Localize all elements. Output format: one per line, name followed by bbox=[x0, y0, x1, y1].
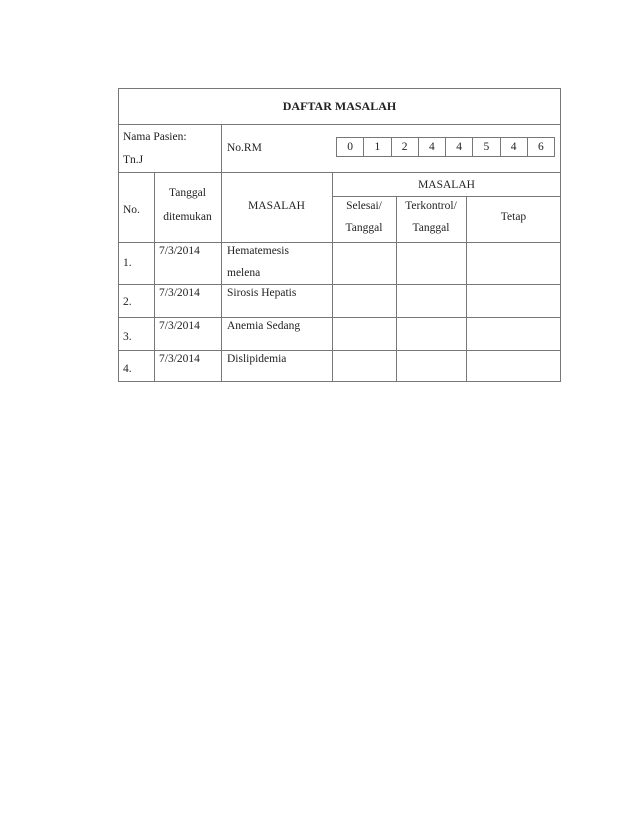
header-terkontrol-line2: Tanggal bbox=[412, 222, 450, 234]
row-date: 7/3/2014 bbox=[159, 245, 200, 257]
column-divider bbox=[154, 172, 155, 382]
row-no: 3. bbox=[123, 331, 132, 343]
rm-digit: 4 bbox=[446, 138, 473, 156]
rm-digit: 4 bbox=[419, 138, 446, 156]
row-no: 1. bbox=[123, 257, 132, 269]
row-divider bbox=[118, 317, 561, 318]
row-date: 7/3/2014 bbox=[159, 287, 200, 299]
header-masalah-group: MASALAH bbox=[418, 179, 475, 191]
header-terkontrol-line1: Terkontrol/ bbox=[405, 200, 457, 212]
rm-digit: 5 bbox=[473, 138, 500, 156]
row-problem: Sirosis Hepatis bbox=[227, 287, 297, 299]
column-divider bbox=[221, 124, 222, 172]
row-no: 2. bbox=[123, 296, 132, 308]
header-selesai-line1: Selesai/ bbox=[346, 200, 382, 212]
row-divider bbox=[332, 196, 561, 197]
patient-name-value: Tn.J bbox=[123, 154, 144, 166]
rm-number-boxes bbox=[336, 137, 555, 157]
row-date: 7/3/2014 bbox=[159, 353, 200, 365]
row-divider bbox=[118, 242, 561, 243]
row-problem: Anemia Sedang bbox=[227, 320, 301, 332]
rm-label: No.RM bbox=[227, 142, 262, 154]
row-problem: Dislipidemia bbox=[227, 353, 287, 365]
rm-digit: 2 bbox=[392, 138, 419, 156]
header-tetap: Tetap bbox=[500, 211, 527, 223]
header-selesai-line2: Tanggal bbox=[345, 222, 383, 234]
patient-name-label: Nama Pasien: bbox=[123, 131, 187, 143]
rm-digit: 0 bbox=[337, 138, 364, 156]
row-divider bbox=[118, 172, 561, 173]
row-no: 4. bbox=[123, 363, 132, 375]
page-title: DAFTAR MASALAH bbox=[282, 99, 397, 113]
rm-digit: 1 bbox=[364, 138, 391, 156]
header-tanggal-line1: Tanggal bbox=[169, 187, 206, 199]
rm-digit: 4 bbox=[501, 138, 528, 156]
row-problem-cont: melena bbox=[227, 267, 261, 279]
header-tanggal-line2: ditemukan bbox=[163, 211, 212, 223]
header-masalah: MASALAH bbox=[248, 200, 305, 212]
row-divider bbox=[118, 284, 561, 285]
row-divider bbox=[118, 124, 561, 125]
row-date: 7/3/2014 bbox=[159, 320, 200, 332]
row-problem: Hematemesis bbox=[227, 245, 289, 257]
rm-digit: 6 bbox=[538, 141, 544, 153]
row-divider bbox=[118, 350, 561, 351]
header-no: No. bbox=[123, 204, 140, 216]
